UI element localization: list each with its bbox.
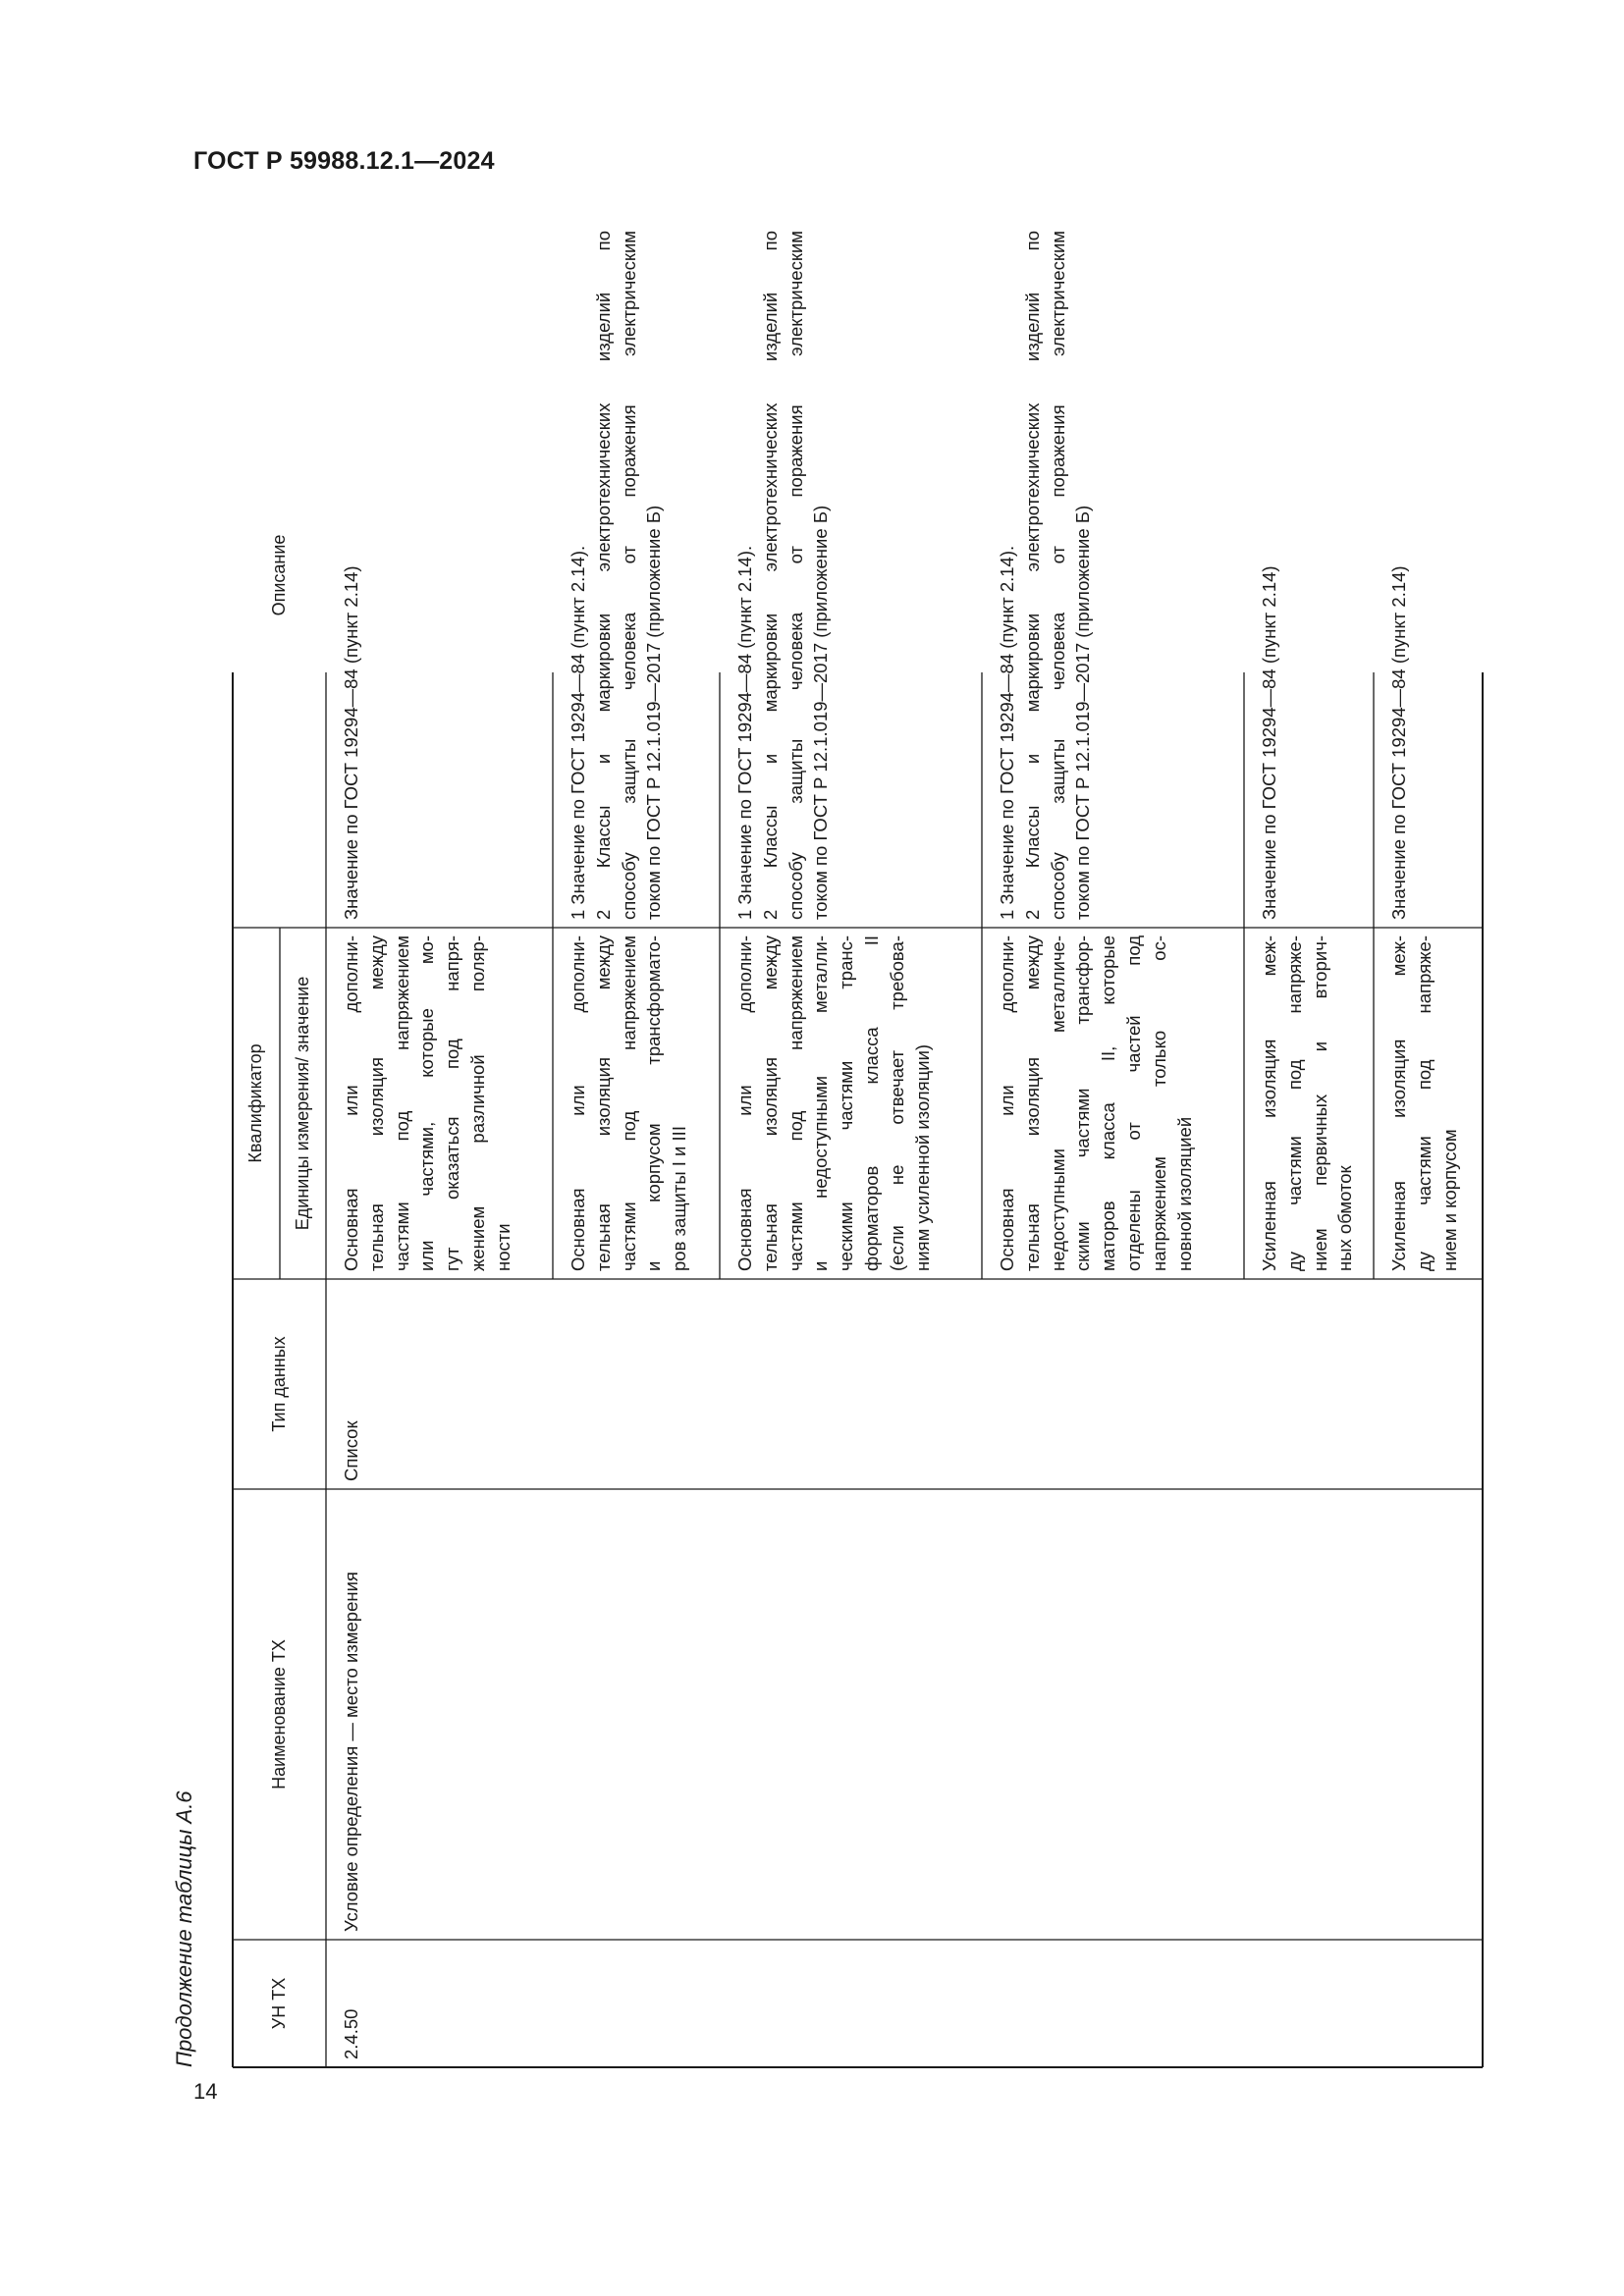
page-number: 14 bbox=[193, 2079, 218, 2104]
description-cell: 1 Значение по ГОСТ 19294—84 (пункт 2.14). 2 Классы и маркировки электротехнических изделий по способу защиты человека от поражения электрическим током по ГОСТ Р 12.1.019—2017 (приложение Б) bbox=[734, 231, 832, 920]
qualifier-cell: Усиленная изоляция меж- ду частями под напряже- нием первичных и вторич- ных обмоток bbox=[1259, 935, 1356, 1271]
qualifier-cell: Усиленная изоляция меж- ду частями под напряже- нием и корпусом bbox=[1388, 935, 1460, 1271]
header-name: Наименование ТХ bbox=[268, 1639, 289, 1789]
row-name: Условие определения — место измерения bbox=[341, 1572, 361, 1932]
description-cell: 1 Значение по ГОСТ 19294—84 (пункт 2.14). 2 Классы и маркировки электротехнических изделий по способу защиты человека от поражения электрическим током по ГОСТ Р 12.1.019—2017 (приложение Б) bbox=[568, 231, 665, 920]
description-cell: Значение по ГОСТ 19294—84 (пункт 2.14) bbox=[1388, 565, 1409, 920]
continuation-label: Продолжение таблицы А.6 bbox=[172, 1790, 196, 2067]
header-units: Единицы измерения/ значение bbox=[292, 976, 312, 1231]
row-data-type: Список bbox=[341, 1420, 361, 1481]
description-cell: Значение по ГОСТ 19294—84 (пункт 2.14) bbox=[1259, 565, 1279, 920]
qualifier-cell: Основная или дополни- тельная изоляция между недоступными металличе- скими частями трансфор- маторов класса II, которые отделены от частей под напряжением только ос- новной изоляцией bbox=[997, 935, 1195, 1271]
header-qualifier: Квалификатор bbox=[245, 1043, 266, 1163]
qualifier-cell: Основная или дополни- тельная изоляция между частями под напряжением или частями, которые мо- гут оказаться под напря- жением различной поляр- ности bbox=[341, 935, 514, 1271]
header-code: УН ТХ bbox=[268, 1977, 289, 2030]
rotated-table-area bbox=[0, 231, 1624, 2296]
header-data-type: Тип данных bbox=[268, 1336, 289, 1432]
qualifier-cell: Основная или дополни- тельная изоляция между частями под напряжением и корпусом трансформато- ров защиты I и III bbox=[568, 935, 690, 1271]
standard-code: ГОСТ Р 59988.12.1—2024 bbox=[193, 147, 495, 175]
header-description: Описание bbox=[268, 534, 289, 616]
row-code: 2.4.50 bbox=[341, 2008, 361, 2059]
description-cell: 1 Значение по ГОСТ 19294—84 (пункт 2.14). 2 Классы и маркировки электротехнических изделий по способу защиты человека от поражения электрическим током по ГОСТ Р 12.1.019—2017 (приложение Б) bbox=[997, 231, 1094, 920]
qualifier-cell: Основная или дополни- тельная изоляция между частями под напряжением и недоступными металли- ческими частями транс- форматоров класса II (если не отвечает требова- ниям усиленной изоляции) bbox=[734, 935, 933, 1271]
description-cell: Значение по ГОСТ 19294—84 (пункт 2.14) bbox=[341, 565, 361, 920]
